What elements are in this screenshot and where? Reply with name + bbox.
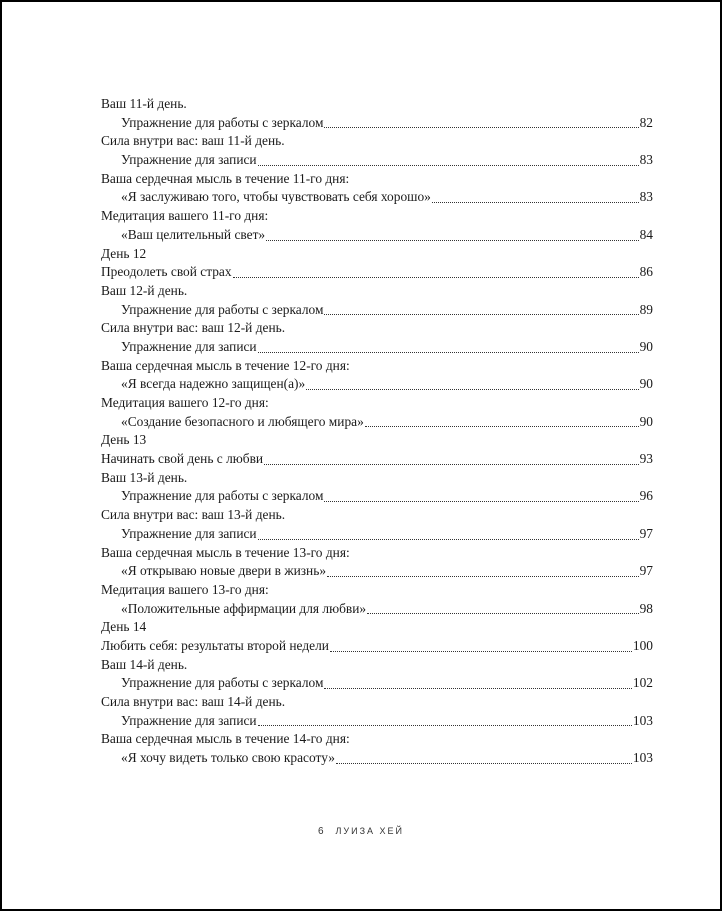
dot-leader — [324, 487, 638, 506]
toc-entry-title: Ваш 11-й день. — [101, 96, 187, 111]
toc-entry-title: «Я открываю новые двери в жизнь» — [121, 563, 327, 579]
toc-entry-title: Упражнение для работы с зеркалом — [121, 301, 324, 317]
dot-leader — [258, 525, 639, 544]
dot-leader — [258, 338, 639, 357]
toc-entry-title: Ваша сердечная мысль в течение 11-го дня: — [101, 170, 350, 186]
toc-entry-title: Любить себя: результаты второй недели — [101, 637, 329, 653]
toc-heading — [101, 319, 653, 338]
toc-entry-title: Упражнение для работы с зеркалом — [121, 114, 324, 130]
dot-leader — [367, 600, 638, 619]
dot-leader — [432, 188, 639, 207]
toc-page-number: 102 — [632, 675, 653, 691]
toc-entry-title: Ваш 12-й день. — [101, 282, 188, 298]
toc-entry — [101, 749, 653, 768]
toc-entry-title: «Я всегда надежно защищен(а)» — [121, 376, 306, 392]
toc-entry-title: Медитация вашего 12-го дня: — [101, 395, 269, 410]
dot-leader — [324, 114, 638, 133]
toc-entry-title: «Положительные аффирмации для любви» — [121, 600, 367, 616]
toc-entry-title: Ваш 13-й день. — [101, 469, 188, 485]
toc-entry — [101, 114, 653, 133]
toc-heading — [101, 357, 653, 376]
toc-page-number: 96 — [639, 488, 653, 504]
toc-entry-title: День 14 — [101, 619, 147, 635]
table-of-contents — [101, 95, 653, 768]
toc-page-number: 93 — [639, 451, 653, 467]
toc-heading — [101, 207, 653, 226]
dot-leader — [306, 375, 638, 394]
toc-heading — [101, 544, 653, 563]
dot-leader — [258, 151, 639, 170]
toc-entry-title: День 13 — [101, 432, 147, 448]
toc-page-number: 100 — [632, 637, 653, 653]
toc-heading — [101, 394, 653, 413]
dot-leader — [327, 562, 639, 581]
toc-entry-title: Ваша сердечная мысль в течение 12-го дня: — [101, 357, 350, 373]
toc-page-number: 86 — [639, 264, 653, 280]
toc-entry-title: Упражнение для записи — [121, 712, 257, 728]
toc-entry-title: Ваш 14-й день. — [101, 656, 188, 672]
toc-heading — [101, 618, 653, 637]
toc-page-number: 97 — [639, 563, 653, 579]
toc-entry — [101, 674, 653, 693]
toc-entry-title: Преодолеть свой страх — [101, 264, 232, 280]
toc-entry-title: Упражнение для записи — [121, 525, 257, 541]
dot-leader — [258, 712, 632, 731]
toc-entry-title: Сила внутри вас: ваш 13-й день. — [101, 507, 286, 523]
dot-leader — [324, 301, 638, 320]
toc-heading — [101, 730, 653, 749]
toc-entry — [101, 600, 653, 619]
toc-entry — [101, 263, 653, 282]
toc-entry-title: «Я заслуживаю того, чтобы чувствовать себя хорошо» — [121, 189, 431, 205]
toc-entry — [101, 637, 653, 656]
toc-page-number: 103 — [632, 712, 653, 728]
toc-page-number: 83 — [639, 189, 653, 205]
toc-entry — [101, 338, 653, 357]
toc-heading — [101, 693, 653, 712]
toc-page-number: 89 — [639, 301, 653, 317]
toc-entry — [101, 487, 653, 506]
toc-page-number: 90 — [639, 413, 653, 429]
toc-entry — [101, 188, 653, 207]
toc-entry-title: Начинать свой день с любви — [101, 451, 264, 467]
dot-leader — [324, 674, 631, 693]
toc-entry-title: Ваша сердечная мысль в течение 14-го дня: — [101, 731, 350, 747]
toc-heading — [101, 656, 653, 675]
toc-page-number: 97 — [639, 525, 653, 541]
toc-entry — [101, 413, 653, 432]
toc-heading — [101, 245, 653, 264]
toc-entry-title: Упражнение для записи — [121, 338, 257, 354]
dot-leader — [266, 226, 638, 245]
toc-heading — [101, 506, 653, 525]
toc-page-number: 103 — [632, 750, 653, 766]
dot-leader — [233, 263, 639, 282]
toc-heading — [101, 132, 653, 151]
toc-entry — [101, 301, 653, 320]
toc-page-number: 82 — [639, 114, 653, 130]
toc-entry-title: Упражнение для работы с зеркалом — [121, 488, 324, 504]
toc-entry — [101, 712, 653, 731]
toc-entry — [101, 151, 653, 170]
toc-page-number: 90 — [639, 376, 653, 392]
toc-entry-title: Сила внутри вас: ваш 14-й день. — [101, 694, 286, 709]
toc-entry-title: Упражнение для работы с зеркалом — [121, 675, 324, 691]
toc-heading — [101, 282, 653, 301]
toc-entry-title: «Ваш целительный свет» — [121, 226, 266, 242]
toc-entry — [101, 375, 653, 394]
toc-entry-title: «Я хочу видеть только свою красоту» — [121, 750, 335, 766]
footer-author: ЛУИЗА ХЕЙ — [335, 826, 405, 836]
dot-leader — [336, 749, 632, 768]
dot-leader — [264, 450, 639, 469]
toc-entry — [101, 450, 653, 469]
dot-leader — [365, 413, 639, 432]
toc-entry-title: Ваша сердечная мысль в течение 13-го дня: — [101, 544, 350, 560]
page-footer — [2, 826, 720, 837]
toc-heading — [101, 170, 653, 189]
toc-entry — [101, 525, 653, 544]
toc-heading — [101, 581, 653, 600]
toc-entry-title: День 12 — [101, 245, 147, 261]
toc-page-number: 98 — [639, 600, 653, 616]
toc-entry-title: Медитация вашего 11-го дня: — [101, 208, 269, 224]
toc-page-number: 83 — [639, 152, 653, 168]
footer-page-number: 6 — [317, 826, 326, 837]
toc-entry — [101, 226, 653, 245]
toc-heading — [101, 469, 653, 488]
toc-entry-title: «Создание безопасного и любящего мира» — [121, 413, 364, 429]
toc-entry-title: Упражнение для записи — [121, 152, 257, 168]
toc-page-number: 84 — [639, 226, 653, 242]
toc-heading — [101, 95, 653, 114]
toc-entry-title: Сила внутри вас: ваш 11-й день. — [101, 133, 285, 149]
dot-leader — [330, 637, 632, 656]
toc-entry — [101, 562, 653, 581]
toc-entry-title: Медитация вашего 13-го дня: — [101, 581, 269, 597]
toc-entry-title: Сила внутри вас: ваш 12-й день. — [101, 320, 286, 336]
toc-page-number: 90 — [639, 338, 653, 354]
toc-heading — [101, 431, 653, 450]
